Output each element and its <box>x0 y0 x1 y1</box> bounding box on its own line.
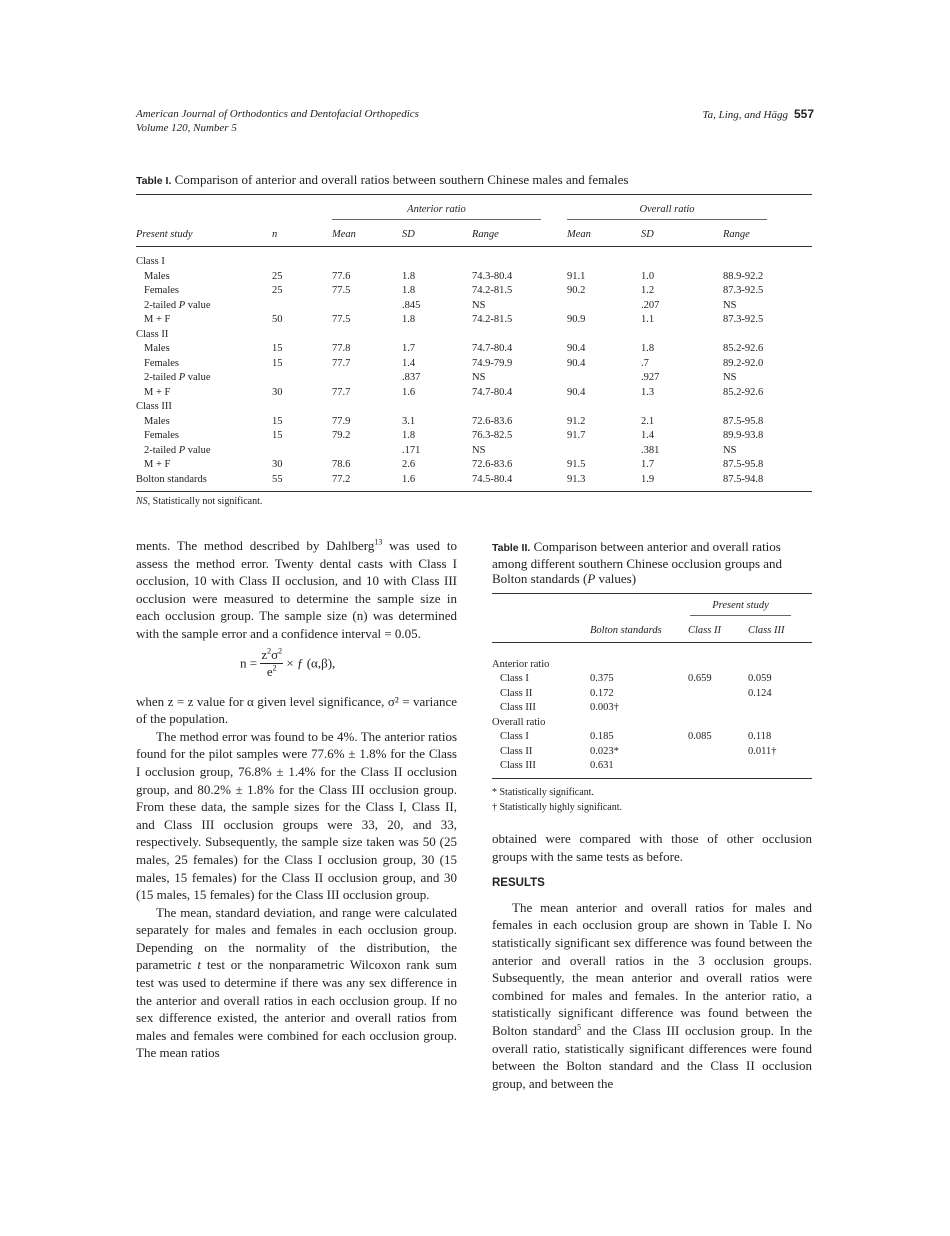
table-row <box>136 444 812 459</box>
table-cell: 91.3 <box>567 473 586 485</box>
text-run: The mean anterior and overall ratios for males and females in each occlusion group are shown in Table I. No statistically significant sex difference was found between the anterior and overall ratios in the 3 occlusion groups. Subsequently, the mean anterior and overall ratios were combined for males and females. In the anterior ratio, a statistically significant difference was found between the Bolton standard <box>492 899 812 1038</box>
authors: Ta, Ling, and Hägg <box>702 109 788 121</box>
table-cell: 0.118 <box>748 731 772 742</box>
table-cell: Males <box>144 270 170 282</box>
table-cell: 25 <box>272 285 283 296</box>
table-cell: 0.003† <box>590 702 619 713</box>
table-2-label: Table II. <box>492 542 531 554</box>
table-cell <box>272 255 332 270</box>
table-cell: 88.9-92.2 <box>723 270 764 282</box>
paragraph <box>136 904 457 1062</box>
table-cell <box>567 400 641 415</box>
table-cell: 74.2-81.5 <box>472 314 513 325</box>
table-cell <box>567 299 641 314</box>
col-range-anterior: Range <box>472 223 567 247</box>
table-cell: 15 <box>272 343 283 354</box>
table-cell <box>402 255 472 270</box>
table-cell: .7 <box>641 357 649 369</box>
col-sd-overall: SD <box>641 223 723 247</box>
table-cell: 91.1 <box>567 270 586 282</box>
table-cell: .927 <box>641 372 660 383</box>
table-1-caption <box>136 172 812 189</box>
formula-rhs: × ƒ (α,β), <box>286 655 336 671</box>
table-cell: Class II <box>500 687 533 699</box>
table-cell <box>332 255 402 270</box>
footnote-text: Statistically not significant. <box>150 496 263 507</box>
col-mean-anterior: Mean <box>332 223 402 247</box>
table-cell: M + F <box>144 459 171 470</box>
table-row <box>492 658 812 673</box>
text-run: test or the nonparametric Wilcoxon rank sum test was used to determine if there was any sex difference in the anterior and overall ratios in each occlusion group. If no sex difference existed, the anterior and overall ratios from males and females were combined for each occlusion group. The mean ratios <box>136 957 458 1061</box>
caption-italic: P <box>587 571 596 586</box>
table-cell <box>332 328 402 343</box>
table-cell <box>402 400 472 415</box>
table-row <box>492 759 812 774</box>
table-cell: 30 <box>272 459 283 470</box>
table-cell: 87.5-95.8 <box>723 415 764 427</box>
paragraph: The method error was found to be 4%. The anterior ratios found for the pilot samples were 77.6% ± 1.8% for the Class I occlusion group, 76.8% ± 1.4% for the Class II occlusion group, and 80.2% ± 1.8% for the Class III occlusion group. From these data, the sample sizes for the Class I, Class II, and Class III occlusion groups were 33, 20, and 33, respectively. Subsequently, the sample size taken was 50 (25 males, 25 females) for the Class I occlusion group, 30 (15 males, 15 females) for the Class II occlusion group, and 30 (15 males, 15 females) for the Class III occlusion group. <box>136 728 457 903</box>
table-cell: 90.4 <box>567 343 586 354</box>
table-cell <box>590 716 688 731</box>
table-cell: 85.2-92.6 <box>723 343 764 354</box>
table-row <box>136 328 812 343</box>
group-anterior-ratio: Anterior ratio <box>332 204 541 220</box>
table-cell: 87.3-92.5 <box>723 314 764 325</box>
paragraph <box>136 537 457 643</box>
table-cell <box>332 371 402 386</box>
formula-exp: 2 <box>278 646 283 656</box>
table-cell: 72.6-83.6 <box>472 415 513 427</box>
table-cell: 77.7 <box>332 386 351 398</box>
table-row <box>136 458 812 473</box>
table-cell <box>748 658 812 673</box>
table-cell: 90.2 <box>567 285 586 296</box>
table-cell: Females <box>144 430 179 441</box>
table-cell: 0.631 <box>590 760 614 771</box>
table-row <box>492 672 812 687</box>
table-cell <box>688 759 748 774</box>
table-cell: Females <box>144 357 179 369</box>
table-cell <box>472 255 567 270</box>
table-2-caption-text: Comparison between anterior and overall ratios among different southern Chinese occlusion groups and Bolton standards ( <box>492 539 783 586</box>
table-cell <box>472 400 567 415</box>
table-cell: 74.7-80.4 <box>472 386 513 398</box>
table-cell: 85.2-92.6 <box>723 386 764 398</box>
table-cell <box>723 400 812 415</box>
text-run: The mean, standard deviation, and range were calculated separately for males and females in each occlusion group. Depending on the normality of the distribution, the parametric <box>136 904 457 973</box>
table-cell <box>748 701 812 716</box>
table-cell: Anterior ratio <box>492 658 550 670</box>
table-cell: 77.2 <box>332 473 351 485</box>
formula-fraction <box>260 647 283 680</box>
table-cell <box>688 745 748 760</box>
table-cell: 0.085 <box>688 731 712 742</box>
table-cell: 0.124 <box>748 687 772 699</box>
table-cell: 1.6 <box>402 473 416 485</box>
table-cell <box>272 328 332 343</box>
table-2-column-header <box>492 619 812 643</box>
table-cell: 87.5-95.8 <box>723 459 764 470</box>
col-class-iii: Class III <box>748 619 812 643</box>
table-cell <box>567 444 641 459</box>
table-cell: 74.2-81.5 <box>472 285 513 296</box>
table-1-group-header <box>136 195 812 224</box>
table-cell: 1.4 <box>641 430 655 441</box>
table-cell: Class III <box>500 702 536 713</box>
formula-exp: 2 <box>272 663 277 673</box>
footnote-highly-significant: † Statistically highly significant. <box>492 801 622 813</box>
formula-e: e <box>266 663 273 679</box>
table-row <box>136 284 812 299</box>
footnote-significant: * Statistically significant. <box>492 786 594 798</box>
citation-ref: 5 <box>577 1022 582 1032</box>
col-class-ii: Class II <box>688 619 748 643</box>
sample-size-formula <box>136 647 457 687</box>
table-row <box>492 716 812 731</box>
table-cell: .171 <box>402 444 421 456</box>
table-cell <box>402 328 472 343</box>
table-cell: M + F <box>144 314 171 325</box>
table-cell: .381 <box>641 444 660 456</box>
table-cell <box>723 255 812 270</box>
table-2-group-header <box>492 594 812 620</box>
table-cell: 2.1 <box>641 415 655 427</box>
table-cell <box>688 658 748 673</box>
table-cell: NS <box>723 444 737 456</box>
right-column <box>492 830 812 1092</box>
table-cell: Class I <box>500 673 529 684</box>
table-cell: 77.5 <box>332 314 351 325</box>
table-cell: .207 <box>641 299 660 311</box>
table-1-body <box>136 247 812 492</box>
running-header-left <box>136 107 419 135</box>
col-sd-anterior: SD <box>402 223 472 247</box>
table-cell: NS <box>472 372 486 383</box>
col-mean-overall: Mean <box>567 223 641 247</box>
table-cell <box>272 444 332 459</box>
table-cell: 15 <box>272 415 283 427</box>
col-n: n <box>272 223 332 247</box>
table-row <box>136 400 812 415</box>
table-cell: 87.3-92.5 <box>723 285 764 296</box>
col-range-overall: Range <box>723 223 812 247</box>
table-cell: Males <box>144 415 170 427</box>
running-header-right <box>702 107 814 122</box>
paragraph <box>492 899 812 1093</box>
table-cell: 87.5-94.8 <box>723 473 764 485</box>
table-cell: 78.6 <box>332 459 351 470</box>
table-cell: NS <box>472 444 486 456</box>
table-cell: Class III <box>500 760 536 771</box>
journal-volume: Volume 120, Number 5 <box>136 122 237 134</box>
table-cell: 0.059 <box>748 673 772 684</box>
table-cell: .845 <box>402 299 421 311</box>
table-cell: Class III <box>136 401 172 412</box>
table-cell: 0.011† <box>748 745 777 757</box>
col-blank <box>492 619 590 643</box>
table-1-column-header <box>136 223 812 247</box>
table-cell: 1.1 <box>641 314 655 325</box>
table-cell <box>688 687 748 702</box>
table-row <box>136 386 812 401</box>
table-cell: 1.8 <box>402 285 416 296</box>
table-cell: 79.2 <box>332 430 351 441</box>
table-cell: 72.6-83.6 <box>472 459 513 470</box>
group-overall-ratio: Overall ratio <box>567 204 767 220</box>
table-cell <box>641 328 723 343</box>
group-present-study: Present study <box>690 600 791 616</box>
table-cell <box>567 371 641 386</box>
table-cell: 1.9 <box>641 473 655 485</box>
text-italic: t <box>197 957 202 973</box>
table-cell: 1.6 <box>402 386 416 398</box>
table-cell: 2-tailed P value <box>144 299 211 311</box>
table-cell <box>641 255 723 270</box>
table-cell: 0.172 <box>590 687 614 699</box>
table-cell: 1.7 <box>402 343 416 354</box>
table-cell: 1.7 <box>641 459 655 470</box>
table-cell <box>567 255 641 270</box>
table-cell: 91.7 <box>567 430 586 441</box>
paragraph: obtained were compared with those of other occlusion groups with the same tests as before. <box>492 831 812 864</box>
table-2-body <box>492 643 812 779</box>
table-1-grid <box>136 194 812 492</box>
table-cell: Class II <box>500 745 533 757</box>
table-cell: 77.8 <box>332 343 351 354</box>
table-cell: 55 <box>272 473 283 485</box>
paragraph: when z = z value for α given level significance, σ² = variance of the population. <box>136 693 457 727</box>
table-cell: Class I <box>500 731 529 742</box>
table-cell: 89.2-92.0 <box>723 357 764 369</box>
table-cell: .837 <box>402 372 421 383</box>
table-2 <box>492 539 812 815</box>
table-cell: 74.9-79.9 <box>472 357 513 369</box>
table-row <box>492 730 812 745</box>
table-cell <box>567 328 641 343</box>
table-cell: 1.8 <box>641 343 655 354</box>
table-cell: 3.1 <box>402 415 416 427</box>
text-run: ments. The method described by Dahlberg <box>136 538 375 553</box>
formula-sigma: σ <box>271 646 279 662</box>
table-cell: 1.4 <box>402 357 416 369</box>
table-cell <box>332 299 402 314</box>
text-run: and the Class III occlusion group. In the overall ratio, statistically significant differences were found between the Bolton standard and the Class II occlusion group, and between the <box>492 1022 812 1091</box>
table-cell: Bolton standards <box>136 473 207 485</box>
table-cell: 74.3-80.4 <box>472 270 513 282</box>
footnote-abbr: NS, <box>136 496 151 507</box>
table-cell: 91.5 <box>567 459 586 470</box>
table-cell: Class II <box>136 328 169 340</box>
table-cell: 15 <box>272 357 283 369</box>
table-cell <box>472 328 567 343</box>
table-cell: 77.6 <box>332 270 351 282</box>
table-cell: 76.3-82.5 <box>472 430 513 441</box>
table-cell: 0.659 <box>688 673 712 684</box>
table-cell: 90.4 <box>567 357 586 369</box>
table-cell: Class I <box>136 256 165 267</box>
table-row <box>136 429 812 444</box>
table-cell: 74.5-80.4 <box>472 473 513 485</box>
table-row <box>136 415 812 430</box>
table-cell: Females <box>144 285 179 296</box>
table-row <box>136 342 812 357</box>
table-cell <box>272 371 332 386</box>
table-row <box>136 270 812 285</box>
table-cell <box>590 658 688 673</box>
table-cell: 1.8 <box>402 270 416 282</box>
table-cell: 0.023* <box>590 745 619 757</box>
table-cell <box>748 716 812 731</box>
table-cell <box>641 400 723 415</box>
page-number: 557 <box>793 107 814 121</box>
table-cell: 25 <box>272 270 283 282</box>
section-heading-results: RESULTS <box>492 877 545 890</box>
table-cell: 2.6 <box>402 459 416 470</box>
formula-exp: 2 <box>267 646 272 656</box>
table-cell <box>688 701 748 716</box>
table-cell: 30 <box>272 386 283 398</box>
table-cell: 91.2 <box>567 415 586 427</box>
table-row <box>492 701 812 716</box>
table-cell: 77.5 <box>332 285 351 296</box>
table-cell <box>272 299 332 314</box>
table-cell: 74.7-80.4 <box>472 343 513 354</box>
formula-lhs: n = <box>240 655 258 671</box>
table-cell <box>688 716 748 731</box>
table-1-label: Table I. <box>136 175 172 187</box>
table-cell: 89.9-93.8 <box>723 430 764 441</box>
table-1-caption-text: Comparison of anterior and overall ratios between southern Chinese males and females <box>174 172 629 187</box>
table-cell: NS <box>472 299 486 311</box>
table-cell: 1.8 <box>402 314 416 325</box>
table-row <box>492 687 812 702</box>
table-cell: 50 <box>272 314 283 325</box>
table-cell: NS <box>723 372 737 383</box>
col-bolton-standards: Bolton standards <box>590 619 688 643</box>
table-cell: 90.9 <box>567 314 586 325</box>
table-cell: 2-tailed P value <box>144 444 211 456</box>
table-cell: 0.375 <box>590 673 614 684</box>
table-cell: 77.9 <box>332 415 351 427</box>
table-cell: 1.3 <box>641 386 655 398</box>
table-cell <box>332 400 402 415</box>
table-2-footnotes <box>492 785 812 815</box>
table-cell <box>723 328 812 343</box>
col-present-study: Present study <box>136 223 272 247</box>
caption-end: values) <box>595 571 637 586</box>
table-cell: 0.185 <box>590 731 614 742</box>
formula-z: z <box>261 646 268 662</box>
table-cell: Males <box>144 343 170 354</box>
table-row <box>136 255 812 270</box>
citation-ref: 13 <box>374 537 383 547</box>
table-1 <box>136 172 812 507</box>
table-cell: 1.2 <box>641 285 655 296</box>
table-2-caption <box>492 539 812 586</box>
table-row <box>136 299 812 314</box>
table-cell: 2-tailed P value <box>144 372 211 383</box>
table-row <box>136 357 812 372</box>
table-row <box>136 371 812 386</box>
table-cell: 1.0 <box>641 270 655 282</box>
table-cell <box>332 444 402 459</box>
table-cell: M + F <box>144 386 171 398</box>
table-cell <box>272 400 332 415</box>
table-cell: 15 <box>272 430 283 441</box>
table-cell: Overall ratio <box>492 716 546 728</box>
table-row <box>136 473 812 488</box>
table-cell: 77.7 <box>332 357 351 369</box>
table-cell: 90.4 <box>567 386 586 398</box>
table-cell: 1.8 <box>402 430 416 441</box>
table-1-footnote <box>136 496 812 507</box>
table-2-grid <box>492 593 812 779</box>
table-cell <box>748 759 812 774</box>
table-row <box>492 745 812 760</box>
table-row <box>136 313 812 328</box>
journal-title: American Journal of Orthodontics and Dentofacial Orthopedics <box>136 108 419 120</box>
table-cell: NS <box>723 299 737 311</box>
left-column <box>136 537 457 1062</box>
text-run: was used to assess the method error. Twenty dental casts with Class I occlusion, 10 with Class II occlusion, and 10 with Class III occlusion were measured to determine the sample size in each occlusion group. The sample size (n) was determined with the sample error and a confidence interval = 0.05. <box>136 538 457 641</box>
